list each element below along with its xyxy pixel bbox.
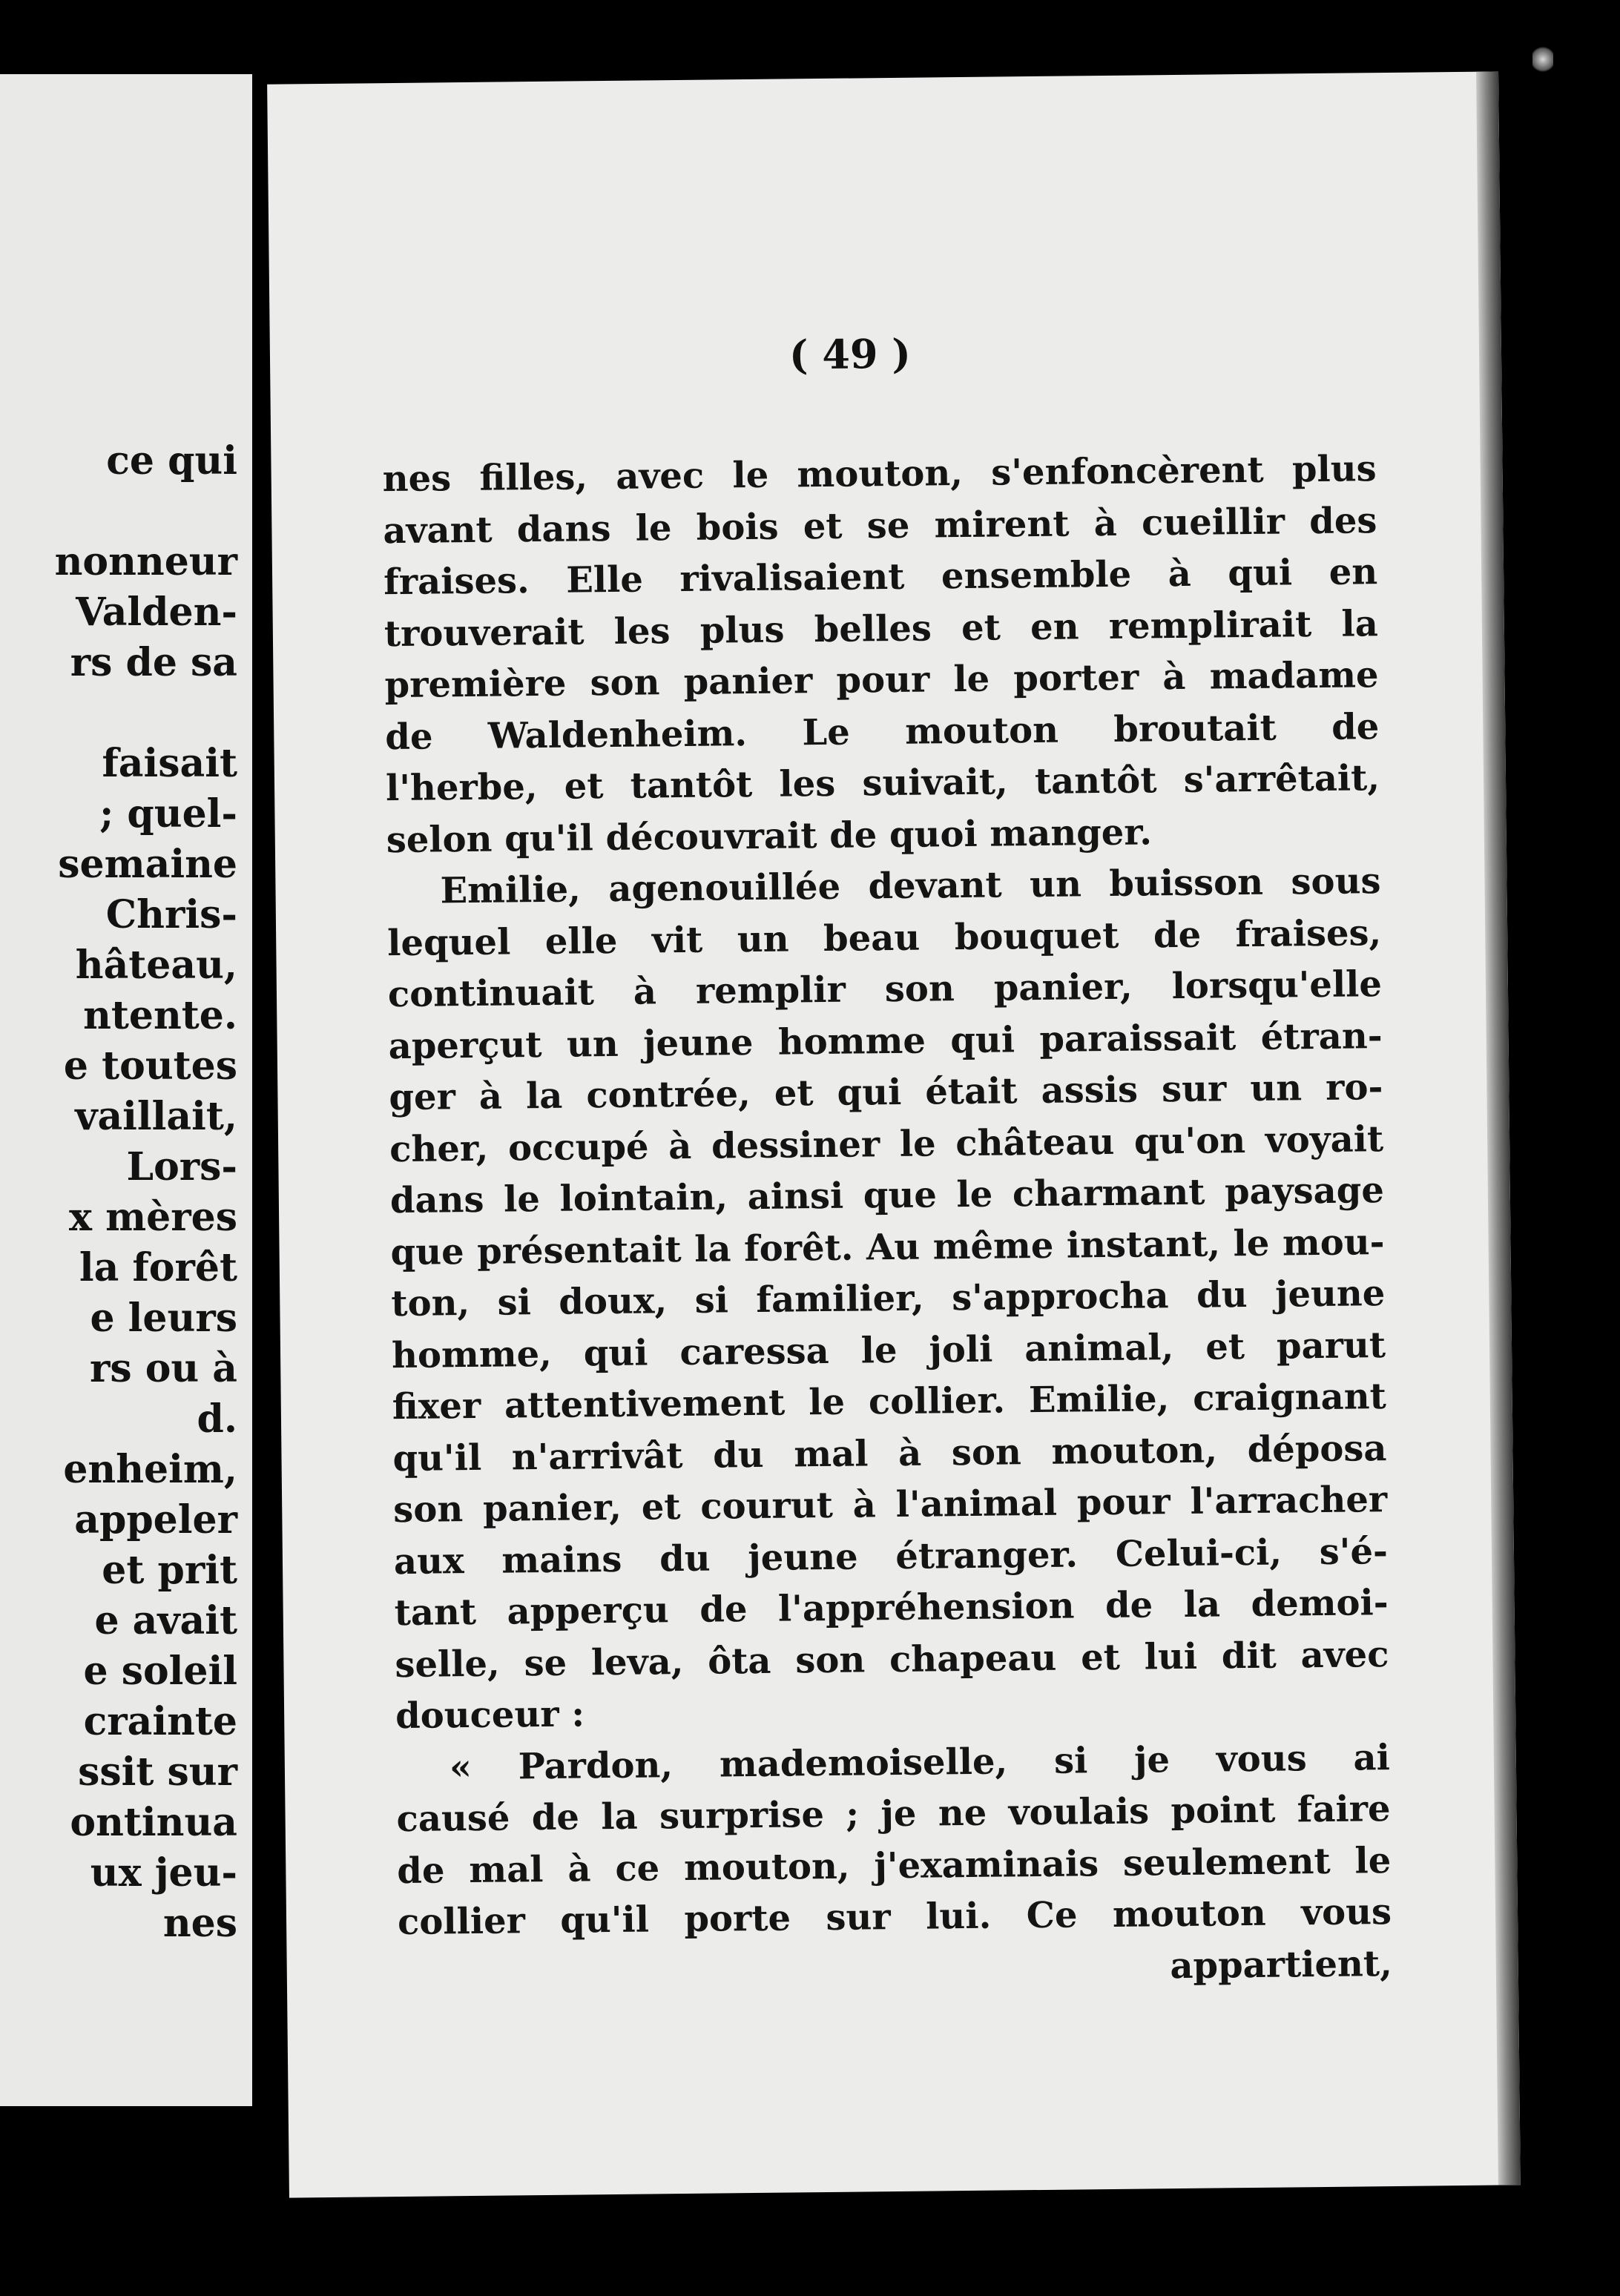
facing-line: ntente. bbox=[83, 993, 237, 1038]
text-line: douceur : bbox=[395, 1693, 585, 1738]
text-line: première son panier pour le porter à madame bbox=[384, 654, 1379, 707]
facing-line: ; quel- bbox=[99, 791, 237, 837]
facing-line: x mères bbox=[69, 1195, 237, 1240]
facing-line: appeler bbox=[74, 1497, 237, 1543]
text-line: avant dans le bois et se mirent à cueillir des bbox=[383, 499, 1377, 552]
facing-line: e leurs bbox=[90, 1296, 237, 1341]
facing-line bbox=[0, 486, 237, 537]
facing-line: et prit bbox=[102, 1548, 237, 1593]
facing-line: e avait bbox=[94, 1598, 237, 1643]
facing-line: d. bbox=[197, 1396, 237, 1442]
text-line: tant apperçu de l'appréhension de la demoi- bbox=[394, 1582, 1389, 1634]
facing-line: ssit sur bbox=[78, 1749, 237, 1795]
text-line: trouverait les plus belles et en remplirait la bbox=[383, 602, 1379, 655]
facing-line: nonneur bbox=[54, 539, 237, 584]
facing-line: rs de sa bbox=[70, 640, 237, 685]
text-line: dans le lointain, ainsi que le charmant paysage bbox=[389, 1170, 1385, 1222]
text-line: aux mains du jeune étranger. Celui-ci, s'é- bbox=[393, 1530, 1389, 1583]
text-line: l'herbe, et tantôt les suivait, tantôt s'arrêtait, bbox=[385, 757, 1380, 810]
text-line: cher, occupé à dessiner le château qu'on voyait bbox=[389, 1118, 1384, 1170]
text-line: continuait à remplir son panier, lorsqu'elle bbox=[387, 963, 1383, 1016]
text-line: ton, si doux, si familier, s'approcha du jeune bbox=[391, 1273, 1386, 1325]
text-line: aperçut un jeune homme qui paraissait étran- bbox=[388, 1015, 1383, 1067]
text-line: selon qu'il découvrait de quoi manger. bbox=[386, 811, 1153, 861]
facing-page bbox=[0, 74, 252, 2106]
facing-line: hâteau, bbox=[75, 943, 237, 988]
facing-line: Lors- bbox=[126, 1144, 237, 1190]
text-line: de mal à ce mouton, j'examinais seulement le bbox=[397, 1839, 1392, 1892]
facing-line: rs ou à bbox=[89, 1346, 237, 1391]
text-line: collier qu'il porte sur lui. Ce mouton vous bbox=[397, 1891, 1392, 1944]
facing-line: ux jeu- bbox=[90, 1850, 237, 1896]
facing-line: la forêt bbox=[79, 1245, 237, 1290]
facing-line: vaillait, bbox=[75, 1094, 237, 1139]
facing-page-text bbox=[0, 436, 237, 1949]
facing-line: e toutes bbox=[63, 1043, 237, 1089]
scan-artifact bbox=[1532, 44, 1553, 74]
scanner-border bbox=[1568, 0, 1620, 2296]
text-line: « Pardon, mademoiselle, si je vous ai bbox=[449, 1736, 1391, 1788]
text-line: que présentait la forêt. Au même instant, le mou- bbox=[390, 1221, 1385, 1273]
facing-line: e soleil bbox=[83, 1649, 237, 1694]
text-line: causé de la surprise ; je ne voulais point faire bbox=[396, 1788, 1391, 1841]
page-body-text bbox=[382, 443, 1392, 2000]
book-page bbox=[267, 71, 1521, 2197]
text-line: fixer attentivement le collier. Emilie, craignant bbox=[392, 1376, 1387, 1428]
text-line: son panier, et courut à l'animal pour l'arracher bbox=[392, 1479, 1388, 1531]
text-line: Emilie, agenouillée devant un buisson sous bbox=[440, 860, 1381, 912]
text-line: ger à la contrée, et qui était assis sur un ro- bbox=[389, 1066, 1383, 1119]
facing-line: Chris- bbox=[105, 892, 237, 937]
text-line: lequel elle vit un beau bouquet de fraises, bbox=[386, 911, 1382, 964]
facing-line: ontinua bbox=[70, 1800, 237, 1845]
page-number: ( 49 ) bbox=[788, 329, 912, 379]
facing-line bbox=[0, 688, 237, 739]
facing-line: Valden- bbox=[76, 590, 237, 635]
text-line: homme, qui caressa le joli animal, et parut bbox=[391, 1324, 1386, 1376]
facing-line: ce qui bbox=[106, 438, 237, 484]
page-edge-shadow bbox=[1476, 71, 1521, 2185]
facing-line: enheim, bbox=[63, 1447, 237, 1492]
text-line: selle, se leva, ôta son chapeau et lui dit avec bbox=[395, 1633, 1389, 1686]
facing-line: semaine bbox=[58, 842, 237, 887]
text-line: qu'il n'arrivât du mal à son mouton, déposa bbox=[392, 1427, 1387, 1479]
text-line: nes filles, avec le mouton, s'enfoncèrent plus bbox=[382, 448, 1377, 501]
text-line: fraises. Elle rivalisaient ensemble à qui en bbox=[383, 551, 1378, 604]
text-line: de Waldenheim. Le mouton broutait de bbox=[385, 705, 1380, 758]
facing-line: nes bbox=[162, 1901, 237, 1946]
catchword: appartient, bbox=[1170, 1942, 1393, 1987]
facing-line: faisait bbox=[102, 741, 237, 786]
facing-line: crainte bbox=[83, 1699, 237, 1744]
